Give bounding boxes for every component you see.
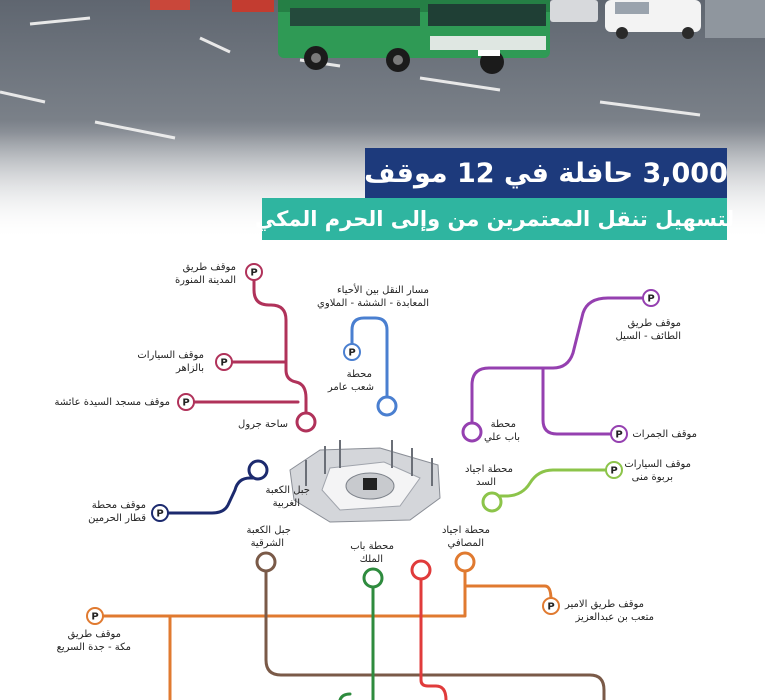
route-line-orange: [465, 571, 551, 606]
route-line-lime: [498, 470, 612, 496]
station-bab-ali: [463, 423, 481, 441]
label-transit-2: المعابدة - الششة - الملاوي: [317, 298, 429, 309]
svg-text:P: P: [610, 465, 618, 477]
label-madinah-road-1: موقف طريق: [182, 262, 236, 273]
label-babmalik-1: محطة باب: [350, 541, 394, 552]
svg-text:P: P: [615, 429, 623, 441]
label-transit-1: مسار النقل بين الأحياء: [336, 285, 429, 296]
parking-badge-jamarat: [611, 426, 627, 442]
svg-text:P: P: [220, 357, 228, 369]
label-taif-1: موقف طريق: [627, 318, 681, 329]
label-haramain-1: موقف محطة: [91, 500, 146, 511]
station-shaab-amer: [378, 397, 396, 415]
label-ameer-1: موقف طريق الامير: [565, 599, 644, 610]
label-mina-2: بربوة منى: [631, 472, 673, 483]
parking-badge-aisha: [178, 394, 194, 410]
station-ajyad-masafi-red: [412, 561, 430, 579]
label-haramain-2: قطار الحرمين: [88, 513, 146, 524]
route-line-navy: [165, 478, 258, 513]
station-ajyad-sad: [483, 493, 501, 511]
haram-mosque-illustration: [290, 440, 440, 522]
label-zaher-1: موقف السيارات: [137, 350, 204, 361]
label-jeddah-2: مكة - جدة السريع: [56, 642, 131, 653]
label-shaab-2: شعب عامر: [327, 382, 374, 393]
station-bab-malik: [364, 569, 382, 587]
label-kaaba-west-2: الغربية: [272, 498, 300, 509]
route-line-orange-main: [95, 586, 465, 616]
label-ajyad-masafi-1: محطة اجياد: [441, 525, 490, 536]
label-ajyad-sad-1: محطة اجياد: [464, 464, 513, 475]
label-aisha: موقف مسجد السيدة عائشة: [54, 397, 170, 408]
label-mina-1: موقف السيارات: [624, 459, 691, 470]
label-ajyad-sad-2: السد: [476, 477, 496, 488]
parking-badge-ameer: [543, 598, 559, 614]
route-branch-purple: [543, 368, 612, 434]
label-babmalik-2: الملك: [359, 554, 383, 565]
svg-text:P: P: [91, 611, 99, 623]
subtitle-banner: لتسهيل تنقل المعتمرين من وإلى الحرم المكي: [262, 198, 727, 240]
label-jamarat: موقف الجمرات: [632, 429, 697, 440]
parking-badge-transit: [344, 344, 360, 360]
label-ameer-2: متعب بن عبدالعزيز: [575, 612, 654, 623]
station-ajyad-masafi: [456, 553, 474, 571]
svg-text:P: P: [182, 397, 190, 409]
svg-text:P: P: [250, 267, 258, 279]
route-line-purple: [472, 298, 651, 424]
svg-text:P: P: [348, 347, 356, 359]
station-kaaba-east: [257, 553, 275, 571]
station-kaaba-west: [249, 461, 267, 479]
route-line-maroon: [254, 272, 306, 412]
label-taif-2: الطائف - السيل: [615, 331, 681, 342]
parking-badge-haramain: [152, 505, 168, 521]
label-kaaba-west-1: جبل الكعبة: [265, 485, 310, 496]
parking-badge-mina: [606, 462, 622, 478]
label-ajyad-masafi-2: المصافي: [447, 538, 484, 549]
label-jeddah-1: موقف طريق: [67, 629, 121, 640]
route-branch-green: [340, 694, 350, 700]
station-jarwal: [297, 413, 315, 431]
route-line-brown: [266, 571, 604, 700]
label-madinah-road-2: المدينة المنورة: [174, 275, 236, 286]
parking-badge-taif: [643, 290, 659, 306]
parking-badge-zaher: [216, 354, 232, 370]
label-kaaba-east-1: جبل الكعبة: [246, 525, 291, 536]
label-kaaba-east-2: الشرقية: [250, 538, 284, 549]
label-jarwal: ساحة جرول: [238, 419, 288, 430]
svg-text:P: P: [547, 601, 555, 613]
parking-badge-jeddah: [87, 608, 103, 624]
label-shaab-1: محطة: [346, 369, 372, 380]
parking-badge-madinah: [246, 264, 262, 280]
svg-text:P: P: [156, 508, 164, 520]
route-line-red: [421, 579, 446, 700]
label-babali-1: محطة: [490, 419, 516, 430]
label-babali-2: باب علي: [483, 432, 520, 443]
title-banner: 3,000 حافلة في 12 موقف: [365, 148, 727, 198]
label-zaher-2: بالزاهر: [176, 363, 204, 374]
svg-text:P: P: [647, 293, 655, 305]
